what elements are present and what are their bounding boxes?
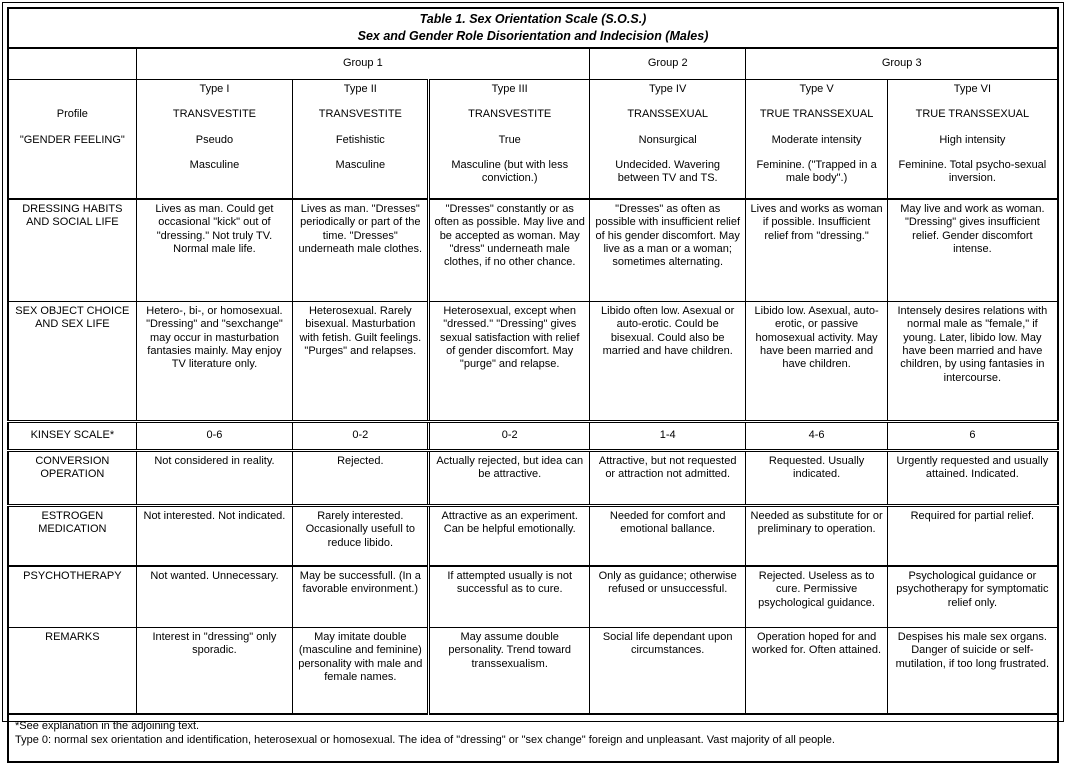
table-cell: 4-6 <box>746 421 887 450</box>
gender-feeling-label: "GENDER FEELING" <box>19 134 125 147</box>
profile-type6-cell <box>887 79 1058 199</box>
footnote-type0: Type 0: normal sex orientation and identification, heterosexual or homosexual. The idea of "dressing" or "sex change" foreign and unpleasant. Vast majority of all people. <box>15 734 835 747</box>
profile-label: Profile <box>56 107 88 120</box>
table-cell: Not wanted. Unnecessary. <box>136 566 292 628</box>
kinsey-scale-row <box>8 421 1058 450</box>
group-header-spacer <box>8 48 136 80</box>
table-cell: May imitate double (masculine and feminine) personality with male and female names. <box>293 627 429 714</box>
table-title-cell <box>8 8 1058 48</box>
footnotes-row <box>8 714 1058 762</box>
group3-header: Group 3 <box>746 48 1058 80</box>
table-cell: Hetero-, bi-, or homosexual. "Dressing" and "sexchange" may occur in masturbation fantasies mainly. May enjoy TV literature only. <box>136 301 292 421</box>
outer-frame <box>2 2 1064 747</box>
table-cell: Lives and works as woman if possible. Insufficient relief from "dressing." <box>746 199 887 302</box>
group1-header: Group 1 <box>136 48 589 80</box>
dressing-habits-row <box>8 199 1058 302</box>
table-cell: Actually rejected, but idea can be attractive. <box>429 450 590 505</box>
group-header-row <box>8 48 1058 80</box>
table-cell: May assume double personality. Trend toward transsexualism. <box>429 627 590 714</box>
footnotes-cell <box>8 714 1058 762</box>
group2-header: Group 2 <box>589 48 745 80</box>
type1-subtype: Pseudo <box>195 133 234 146</box>
table-cell: Attractive as an experiment. Can be helpful emotionally. <box>429 505 590 566</box>
profile-row <box>8 79 1058 199</box>
type6-number: Type VI <box>953 82 992 95</box>
type3-name: TRANSVESTITE <box>468 108 552 121</box>
type5-number: Type V <box>799 82 834 95</box>
type2-number: Type II <box>343 82 377 95</box>
sex-object-choice-row <box>8 301 1058 421</box>
table-cell: "Dresses" as often as possible with insufficient relief of his gender discomfort. May live as a man or a woman; sometimes alternating. <box>589 199 745 302</box>
table-cell: Heterosexual. Rarely bisexual. Masturbation with fetish. Guilt feelings. "Purges" and relapses. <box>293 301 429 421</box>
type4-name: TRANSSEXUAL <box>627 108 709 121</box>
type4-number: Type IV <box>649 82 687 95</box>
type1-feeling: Masculine <box>189 158 240 171</box>
table-cell: Lives as man. "Dresses" periodically or part of the time. "Dresses" underneath male clothes. <box>293 199 429 302</box>
row-label-cell: CONVERSION OPERATION <box>8 450 136 505</box>
table-cell: 0-2 <box>293 421 429 450</box>
table-cell: Needed for comfort and emotional ballance. <box>589 505 745 566</box>
table-cell: Requested. Usually indicated. <box>746 450 887 505</box>
row-label-cell: DRESSING HABITS AND SOCIAL LIFE <box>8 199 136 302</box>
table-cell: 0-2 <box>429 421 590 450</box>
table-cell: Psychological guidance or psychotherapy for symptomatic relief only. <box>887 566 1058 628</box>
table-cell: Libido low. Asexual, auto-erotic, or passive homosexual activity. May have been married and have children. <box>746 301 887 421</box>
profile-type2-cell <box>293 79 429 199</box>
profile-type1-cell <box>136 79 292 199</box>
table-cell: 0-6 <box>136 421 292 450</box>
sex-orientation-scale-table <box>7 7 1059 763</box>
table-cell: Attractive, but not requested or attraction not admitted. <box>589 450 745 505</box>
conversion-operation-row <box>8 450 1058 505</box>
type5-subtype: Moderate intensity <box>771 133 862 146</box>
type3-number: Type III <box>491 82 528 95</box>
table-cell: Social life dependant upon circumstances. <box>589 627 745 714</box>
type3-feeling: Masculine (but with less conviction.) <box>451 158 569 185</box>
type6-subtype: High intensity <box>939 133 1006 146</box>
table-cell: Rejected. <box>293 450 429 505</box>
table-cell: 1-4 <box>589 421 745 450</box>
estrogen-medication-row <box>8 505 1058 566</box>
table-cell: Only as guidance; otherwise refused or unsuccessful. <box>589 566 745 628</box>
row-label-cell: REMARKS <box>8 627 136 714</box>
table-cell: Heterosexual, except when "dressed." "Dressing" gives sexual satisfaction with relief of gender discomfort. May "purge" and relapse. <box>429 301 590 421</box>
table-cell: Intensely desires relations with normal male as "female," if young. Later, libido low. May have been married and have children, by using fantasies in intercourse. <box>887 301 1058 421</box>
type4-subtype: Nonsurgical <box>638 133 697 146</box>
remarks-row <box>8 627 1058 714</box>
table-cell: Lives as man. Could get occasional "kick" out of "dressing." Not truly TV. Normal male life. <box>136 199 292 302</box>
table-cell: Not interested. Not indicated. <box>136 505 292 566</box>
table-title-line2: Sex and Gender Role Disorientation and Indecision (Males) <box>357 28 709 43</box>
type2-feeling: Masculine <box>335 158 386 171</box>
profile-type3-cell <box>429 79 590 199</box>
title-row <box>8 8 1058 48</box>
type1-name: TRANSVESTITE <box>172 108 256 121</box>
row-label-cell: PSYCHOTHERAPY <box>8 566 136 628</box>
row-label-cell: ESTROGEN MEDICATION <box>8 505 136 566</box>
table-cell: Despises his male sex organs. Danger of suicide or self-mutilation, if too long frustrated. <box>887 627 1058 714</box>
table-cell: May live and work as woman. "Dressing" gives insufficient relief. Gender discomfort intense. <box>887 199 1058 302</box>
table-cell: "Dresses" constantly or as often as possible. May live and be accepted as woman. May "dress" underneath male clothes, if no other chance. <box>429 199 590 302</box>
table-cell: Rarely interested. Occasionally usefull to reduce libido. <box>293 505 429 566</box>
profile-type4-cell <box>589 79 745 199</box>
table-cell: Rejected. Useless as to cure. Permissive psychological guidance. <box>746 566 887 628</box>
row-label-cell: SEX OBJECT CHOICE AND SEX LIFE <box>8 301 136 421</box>
row-label-cell: KINSEY SCALE* <box>8 421 136 450</box>
table-cell: Not considered in reality. <box>136 450 292 505</box>
table-cell: Needed as substitute for or preliminary to operation. <box>746 505 887 566</box>
table-cell: Urgently requested and usually attained. Indicated. <box>887 450 1058 505</box>
type2-subtype: Fetishistic <box>335 133 385 146</box>
type6-feeling: Feminine. Total psycho-sexual inversion. <box>898 158 1047 185</box>
table-cell: 6 <box>887 421 1058 450</box>
profile-type5-cell <box>746 79 887 199</box>
type5-name: TRUE TRANSSEXUAL <box>759 108 874 121</box>
type1-number: Type I <box>199 82 230 95</box>
type3-subtype: True <box>498 133 521 146</box>
type4-feeling: Undecided. Wavering between TV and TS. <box>615 158 721 185</box>
profile-row-label-cell <box>8 79 136 199</box>
psychotherapy-row <box>8 566 1058 628</box>
type5-feeling: Feminine. ("Trapped in a male body".) <box>756 158 877 185</box>
type6-name: TRUE TRANSSEXUAL <box>915 108 1030 121</box>
table-cell: Required for partial relief. <box>887 505 1058 566</box>
table-title-line1: Table 1. Sex Orientation Scale (S.O.S.) <box>419 12 647 26</box>
footnote-asterisk: *See explanation in the adjoining text. <box>15 719 200 732</box>
table-cell: Libido often low. Asexual or auto-erotic. Could be bisexual. Could also be married and have children. <box>589 301 745 421</box>
table-cell: Interest in "dressing" only sporadic. <box>136 627 292 714</box>
table-cell: May be successfull. (In a favorable environment.) <box>293 566 429 628</box>
table-cell: If attempted usually is not successful as to cure. <box>429 566 590 628</box>
table-cell: Operation hoped for and worked for. Often attained. <box>746 627 887 714</box>
type2-name: TRANSVESTITE <box>318 108 402 121</box>
